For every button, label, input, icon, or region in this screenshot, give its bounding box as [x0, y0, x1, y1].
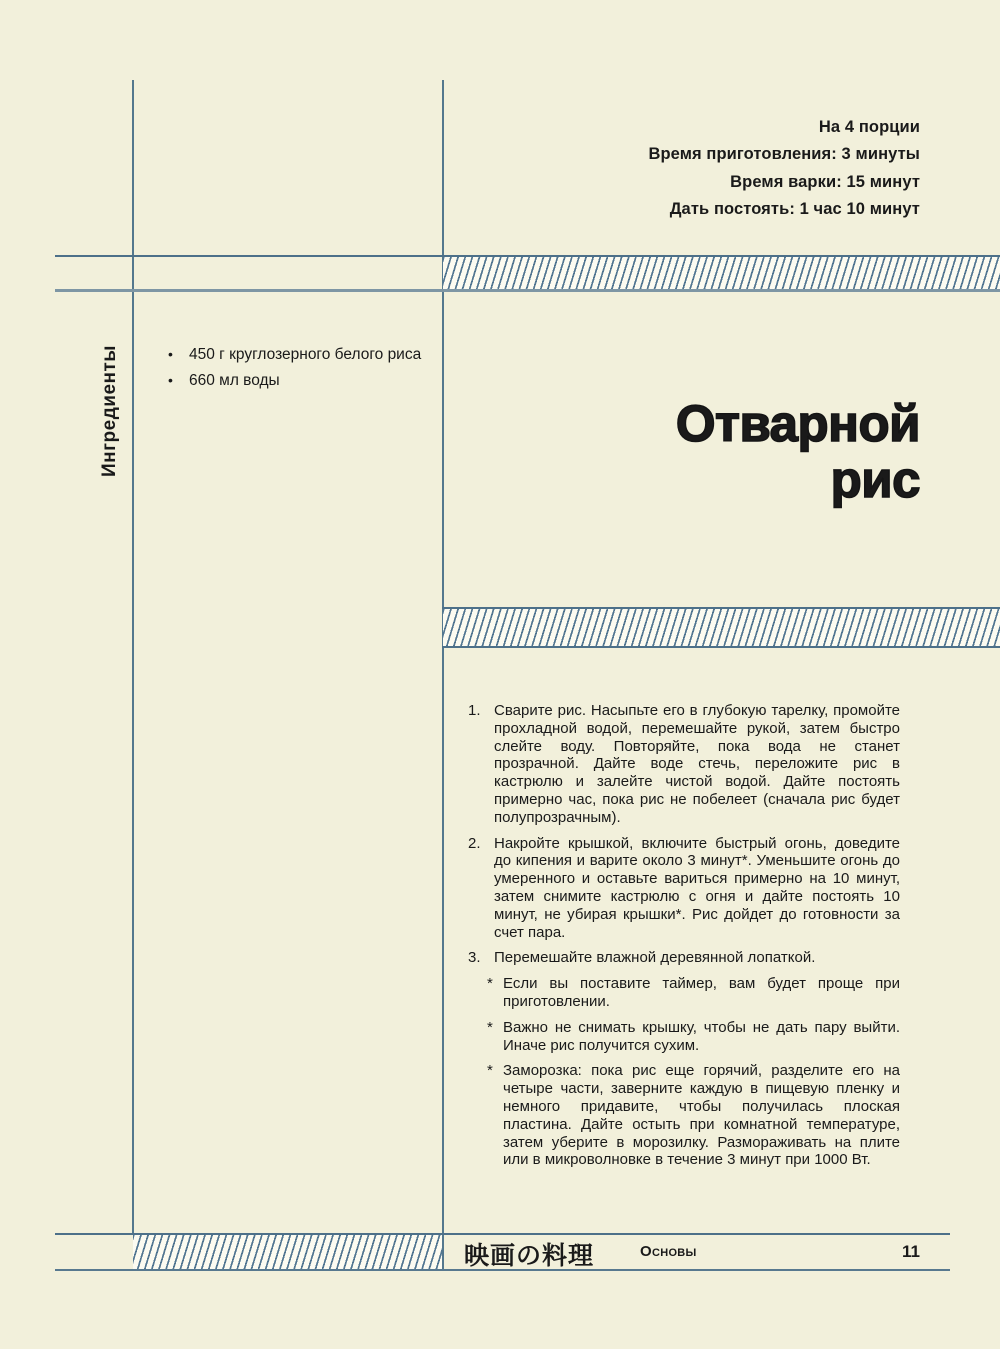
- asterisk-marker: *: [487, 1018, 493, 1036]
- top-rule-lower: [55, 289, 1000, 292]
- meta-prep-time: Время приготовления: 3 минуты: [648, 145, 920, 164]
- meta-cook-time: Время варки: 15 минут: [730, 172, 920, 191]
- footnote-text: Заморозка: пока рис еще горячий, разделите его на четыре части, заверните каждую в пищевую пленку и немного придавите, чтобы получилась плоская пластина. Дайте остыть при комнатной температуре, затем уберите в морозилку. Размораживать на плите или в микроволновке в течение 3 минут при 1000 Вт.: [503, 1062, 900, 1169]
- footer-page-number: 11: [902, 1242, 920, 1261]
- footnote-2: [487, 1019, 900, 1055]
- step-number: 1.: [468, 702, 481, 719]
- footer-section-label: Основы: [640, 1243, 697, 1260]
- recipe-title-line2: рис: [830, 451, 920, 508]
- recipe-title: [676, 396, 920, 508]
- bullet-icon: •: [168, 372, 173, 388]
- hatch-bar-footer: [133, 1235, 442, 1269]
- step-text: Перемешайте влажной деревянной лопаткой.: [494, 949, 816, 967]
- footnote-1: [487, 975, 900, 1011]
- step-text: Сварите рис. Насыпьте его в глубокую тарелку, промойте прохладной водой, перемешайте рукой, затем быстро слейте воду. Повторяйте, пока вода не станет прозрачной. Дайте воде стечь, переложите рис в кастрюлю и залейте чистой водой. Дайте постоять примерно час, пока рис не побелеет (сначала рис будет полупрозрачным).: [494, 702, 900, 826]
- meta-rest-time: Дать постоять: 1 час 10 минут: [669, 199, 920, 218]
- ingredient-item: [168, 370, 430, 391]
- recipe-meta: [648, 114, 920, 223]
- footnote-text: Важно не снимать крышку, чтобы не дать пару выйти. Иначе рис получится сухим.: [503, 1018, 900, 1054]
- step-text: Накройте крышкой, включите быстрый огонь, доведите до кипения и варите около 3 минут*. Уменьшите огонь до умеренного и оставьте вариться примерно на 10 минут, затем снимите кастрюлю с огня и дайте постоять 10 минут, не убирая крышки*. Рис дойдет до готовности за счет пара.: [494, 834, 900, 941]
- ingredient-item: [168, 344, 430, 365]
- ingredients-label: Ингредиенты: [99, 344, 120, 477]
- step-number: 3.: [468, 949, 481, 967]
- hatch-bar-top: [443, 257, 1000, 289]
- asterisk-marker: *: [487, 975, 493, 993]
- ingredient-text: 450 г круглозерного белого риса: [189, 346, 422, 363]
- footnote-3: [487, 1062, 900, 1169]
- bullet-icon: •: [168, 346, 173, 362]
- hatch-bar-mid: [443, 609, 1000, 646]
- step-number: 2.: [468, 834, 481, 852]
- instructions: [468, 702, 900, 1177]
- ingredients-list: [168, 344, 430, 396]
- step-3: [468, 949, 900, 967]
- footnote-text: Если вы поставите таймер, вам будет проще при приготовлении.: [503, 975, 900, 1010]
- asterisk-marker: *: [487, 1062, 493, 1080]
- meta-servings: На 4 порции: [818, 118, 920, 136]
- ingredient-text: 660 мл воды: [189, 372, 280, 389]
- recipe-title-line1: Отварной: [675, 395, 920, 452]
- mid-rule-lower: [442, 646, 1000, 648]
- step-2: [468, 835, 900, 942]
- step-1: [468, 702, 900, 827]
- column-rule-left: [132, 80, 134, 1233]
- footer-book-title: 映画の料理: [464, 1241, 595, 1270]
